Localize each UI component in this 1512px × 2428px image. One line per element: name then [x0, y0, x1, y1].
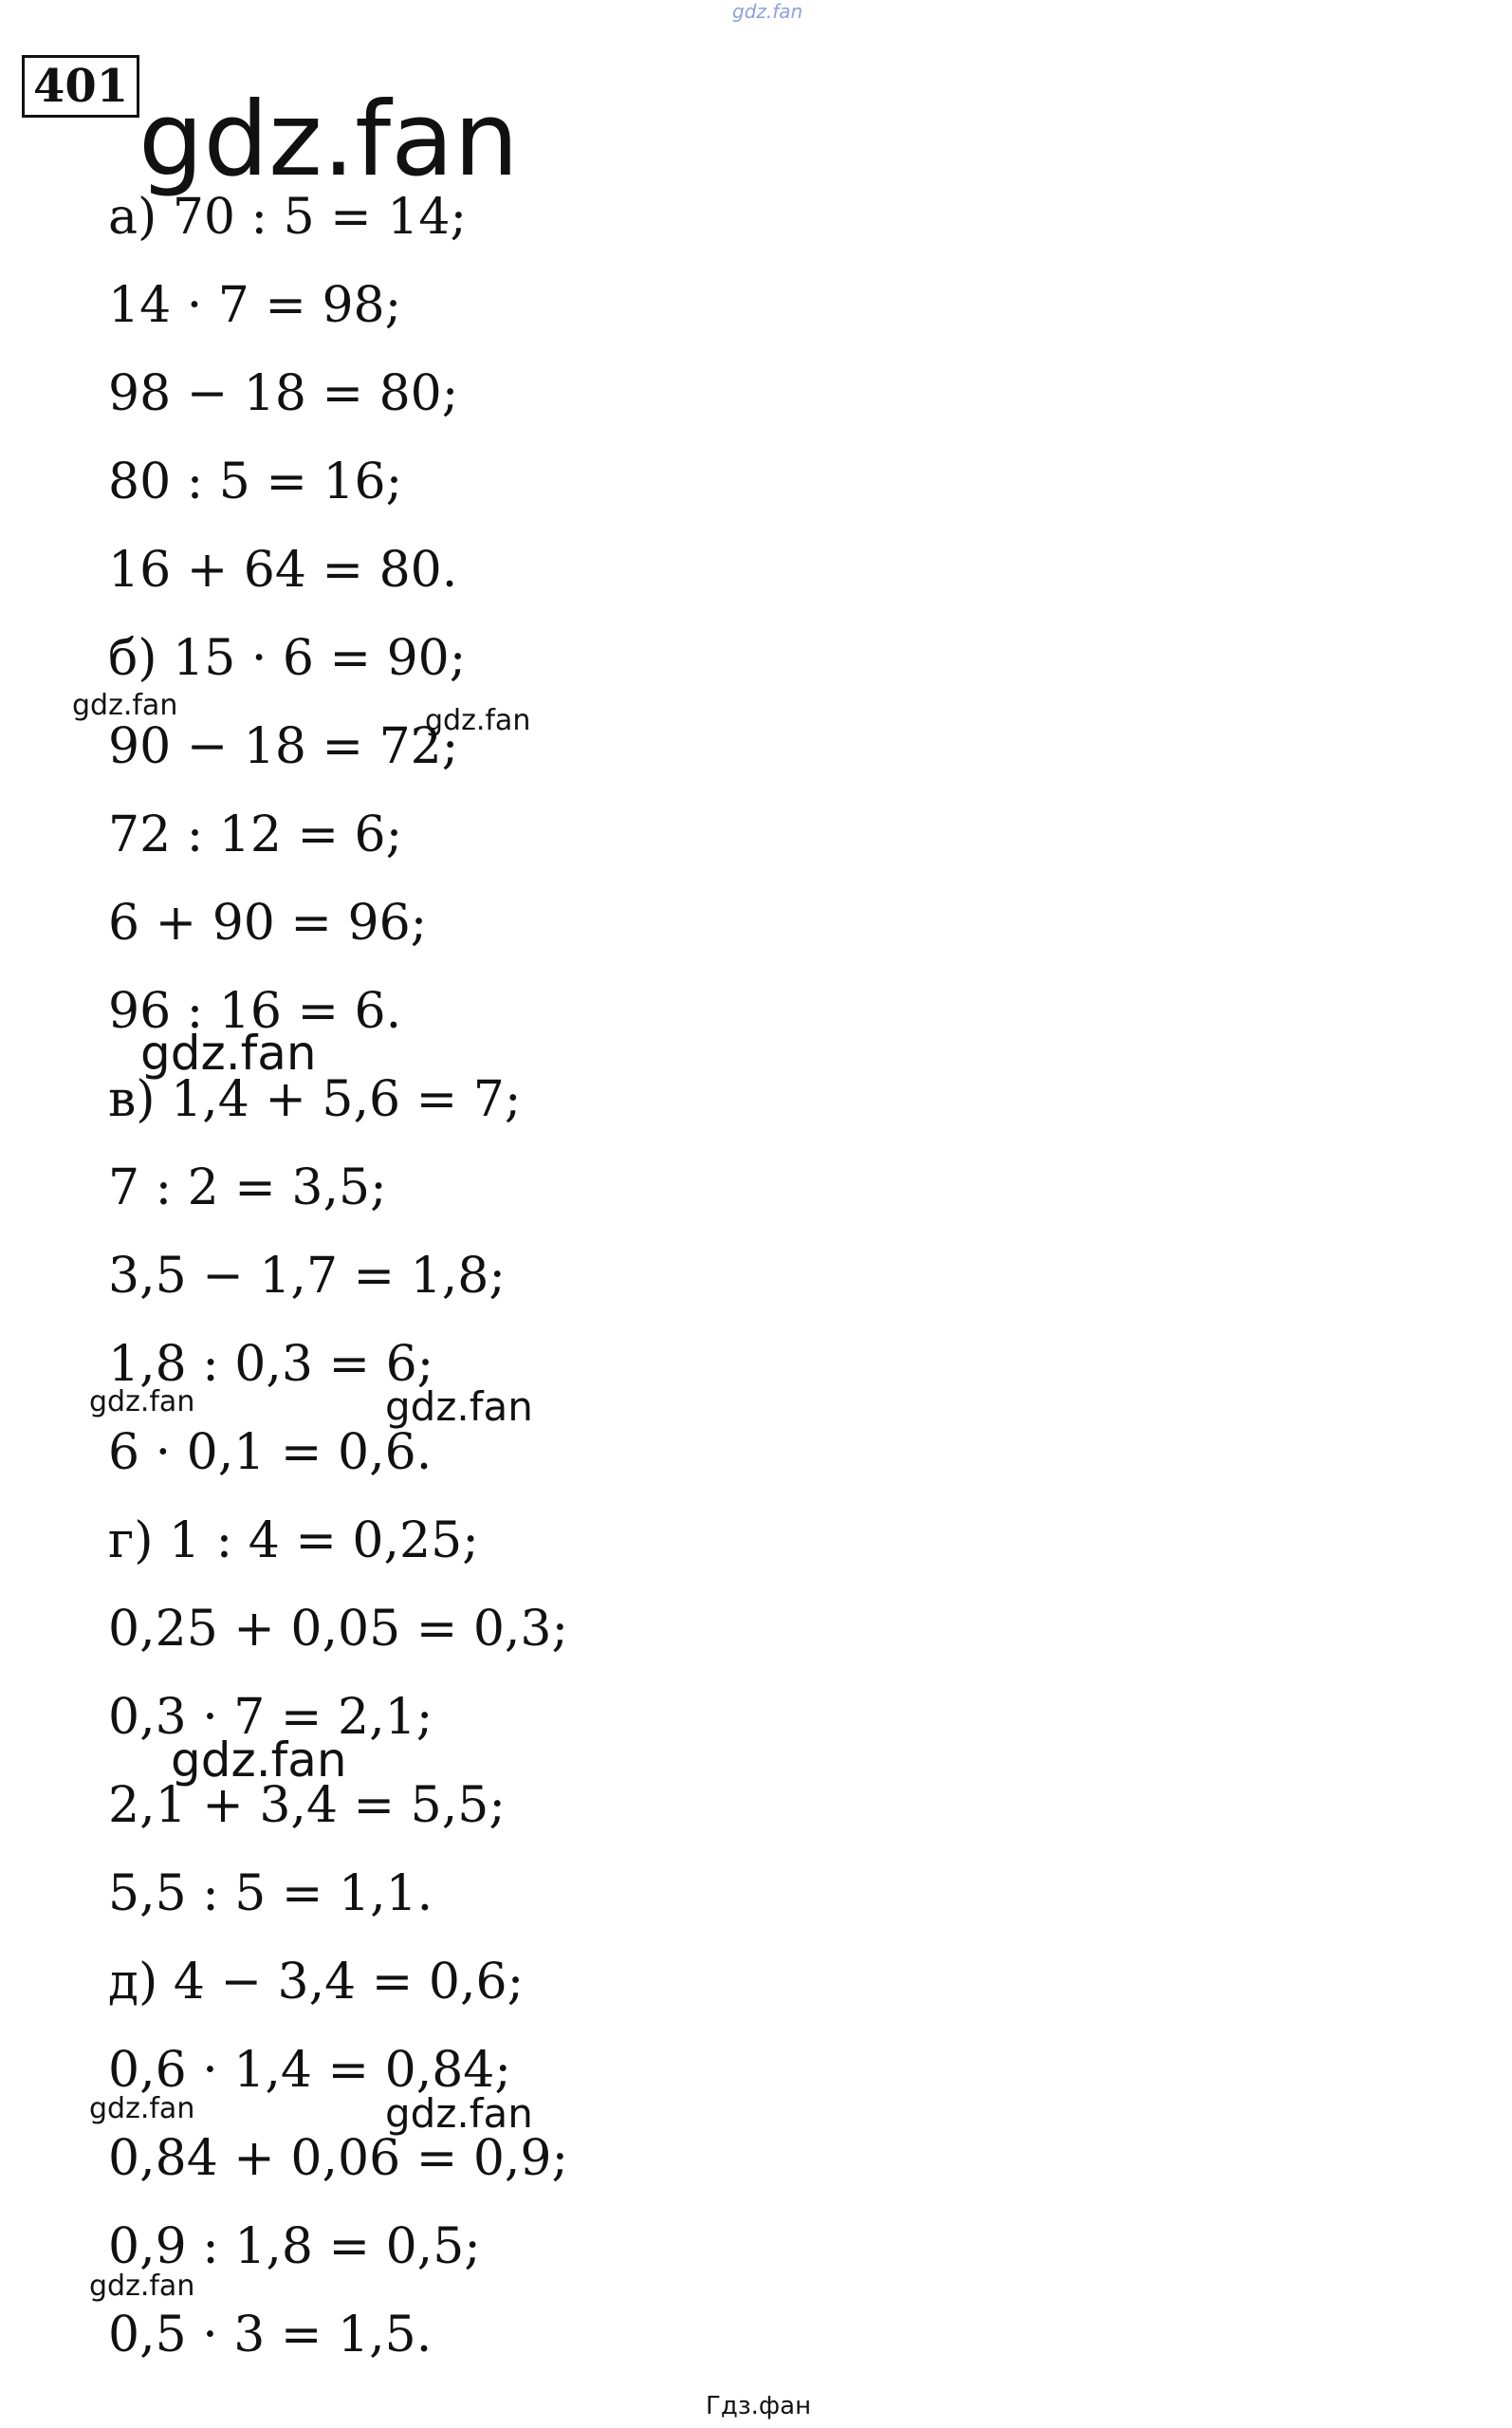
solution-line: 0,9 : 1,8 = 0,5; [108, 2218, 481, 2275]
solution-line: 1,8 : 0,3 = 6; [108, 1336, 434, 1393]
solution-line: 0,3 · 7 = 2,1; [108, 1689, 433, 1746]
watermark: gdz.fan [140, 1026, 317, 1081]
watermark: gdz.fan [385, 1383, 533, 1430]
watermark: gdz.fan [72, 689, 178, 722]
solution-line: 2,1 + 3,4 = 5,5; [108, 1777, 506, 1834]
solution-line: б) 15 · 6 = 90; [108, 630, 467, 687]
solution-line: а) 70 : 5 = 14; [108, 189, 467, 246]
solution-line: 3,5 − 1,7 = 1,8; [108, 1248, 506, 1305]
solution-line: 0,25 + 0,05 = 0,3; [108, 1601, 569, 1658]
solution-line: 16 + 64 = 80. [108, 542, 458, 599]
solution-line: 0,6 · 1,4 = 0,84; [108, 2042, 511, 2099]
solution-line: 90 − 18 = 72; [108, 718, 459, 775]
footer-watermark: Гдз.фан [706, 2392, 812, 2420]
top-watermark: gdz.fan [732, 0, 803, 23]
solution-line: 6 · 0,1 = 0,6. [108, 1424, 433, 1481]
watermark: gdz.fan [385, 2090, 533, 2137]
solution-line: 96 : 16 = 6. [108, 983, 402, 1040]
solution-line: 7 : 2 = 3,5; [108, 1159, 387, 1216]
solution-line: 72 : 12 = 6; [108, 806, 403, 863]
solution-line: 5,5 : 5 = 1,1. [108, 1865, 433, 1922]
problem-number: 401 [22, 55, 139, 118]
solution-line: 98 − 18 = 80; [108, 365, 459, 422]
solution-line: 6 + 90 = 96; [108, 895, 428, 952]
solution-line: г) 1 : 4 = 0,25; [108, 1512, 479, 1569]
watermark: gdz.fan [171, 1733, 347, 1788]
watermark: gdz.fan [89, 1385, 195, 1418]
solution-line: д) 4 − 3,4 = 0,6; [108, 1954, 525, 2011]
solution-line: 14 · 7 = 98; [108, 277, 402, 334]
solution-line: 80 : 5 = 16; [108, 454, 403, 510]
solution-line: в) 1,4 + 5,6 = 7; [108, 1071, 522, 1128]
site-title-watermark: gdz.fan [138, 81, 519, 199]
solution-line: 0,84 + 0,06 = 0,9; [108, 2130, 569, 2187]
watermark: gdz.fan [425, 704, 531, 737]
watermark: gdz.fan [89, 2270, 195, 2303]
watermark: gdz.fan [89, 2092, 195, 2125]
solution-line: 0,5 · 3 = 1,5. [108, 2307, 433, 2363]
